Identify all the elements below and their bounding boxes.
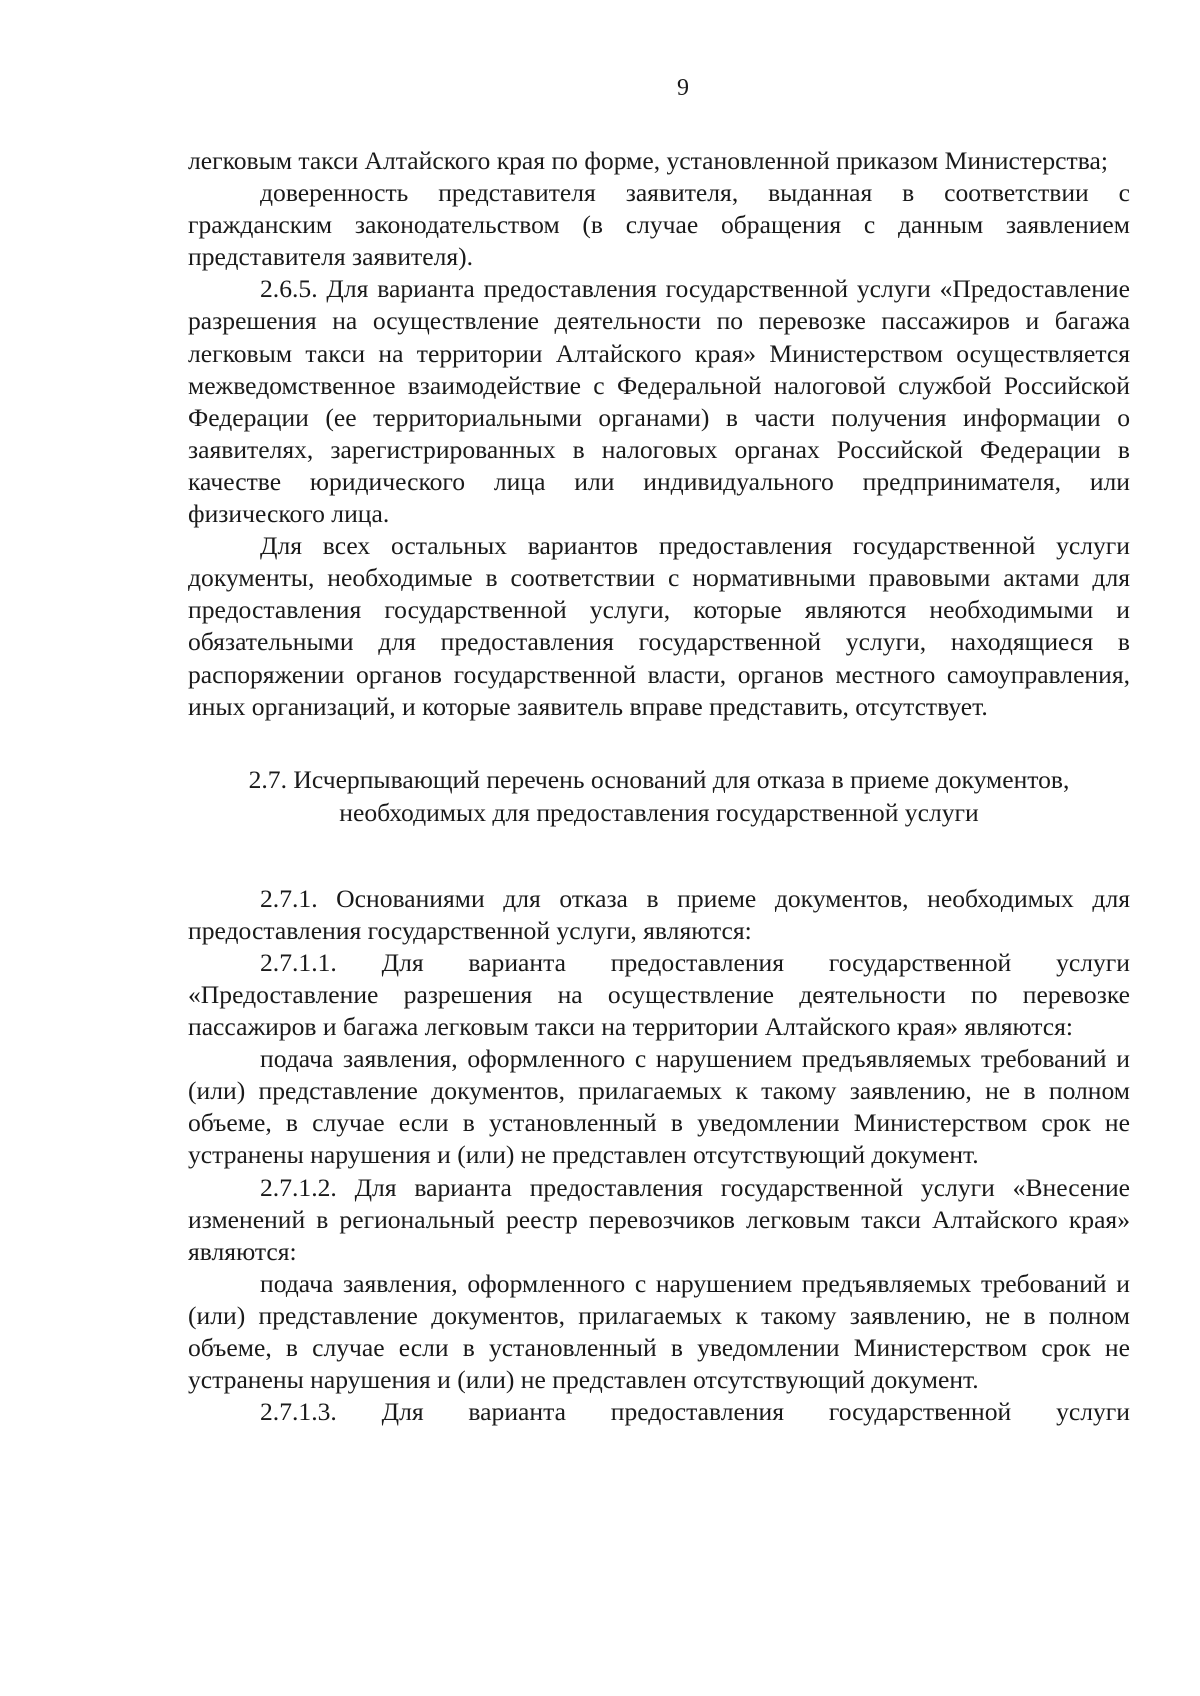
paragraph: 2.7.1.2. Для варианта предоставления государственной услуги «Внесение изменений в региональный реестр перевозчиков легковым такси Алтайского края» являются: (188, 1172, 1130, 1266)
paragraph: легковым такси Алтайского края по форме, установленной приказом Министерства; (188, 146, 1108, 175)
paragraph: подача заявления, оформленного с нарушением предъявляемых требований и (или) представление документов, прилагаемых к такому заявлению, не в полном объеме, в случае если в установленный в уведомлении Министерством срок не устранены нарушения и (или) не представлен отсутствующий документ. (188, 1044, 1130, 1170)
section-heading-line: 2.7. Исчерпывающий перечень оснований для отказа в приеме документов, (248, 764, 1070, 794)
body-text-after (188, 883, 1130, 1429)
paragraph: 2.7.1. Основаниями для отказа в приеме документов, необходимых для предоставления государственной услуги, являются: (188, 883, 1130, 945)
page-number: 9 (677, 75, 689, 101)
paragraph: Для всех остальных вариантов предоставления государственной услуги документы, необходимые в соответствии с нормативными правовыми актами для предоставления государственной услуги, которые являются необходимыми и обязательными для предоставления государственной услуги, находящиеся в распоряжении органов государственной власти, органов местного самоуправления, иных организаций, и которые заявитель вправе представить, отсутствует. (188, 531, 1130, 721)
section-heading-line: необходимых для предоставления государственной услуги (339, 797, 979, 827)
paragraph: подача заявления, оформленного с нарушением предъявляемых требований и (или) представление документов, прилагаемых к такому заявлению, не в полном объеме, в случае если в установленный в уведомлении Министерством срок не устранены нарушения и (или) не представлен отсутствующий документ. (188, 1268, 1130, 1395)
document-page (188, 72, 1130, 1428)
paragraph: 2.7.1.1. Для варианта предоставления государственной услуги «Предоставление разрешения на осуществление деятельности по перевозке пассажиров и багажа легковым такси на территории Алтайского края» являются: (188, 947, 1130, 1042)
body-text-before (188, 145, 1130, 723)
paragraph: 2.7.1.3. Для варианта предоставления государственной услуги (260, 1397, 1130, 1427)
paragraph: 2.6.5. Для варианта предоставления государственной услуги «Предоставление разрешения на осуществление деятельности по перевозке пассажиров и багажа легковым такси на территории Алтайского края» Министерством осуществляется межведомственное взаимодействие с Федеральной налоговой службой Российской Федерации (ее территориальными органами) в части получения информации о заявителях, зарегистрированных в налоговых органах Российской Федерации в качестве юридического лица или индивидуального предпринимателя, или физического лица. (188, 274, 1130, 529)
section-heading (188, 763, 1130, 829)
paragraph: доверенность представителя заявителя, выданная в соответствии с гражданским законодательством (в случае обращения с данным заявлением представителя заявителя). (188, 178, 1130, 272)
